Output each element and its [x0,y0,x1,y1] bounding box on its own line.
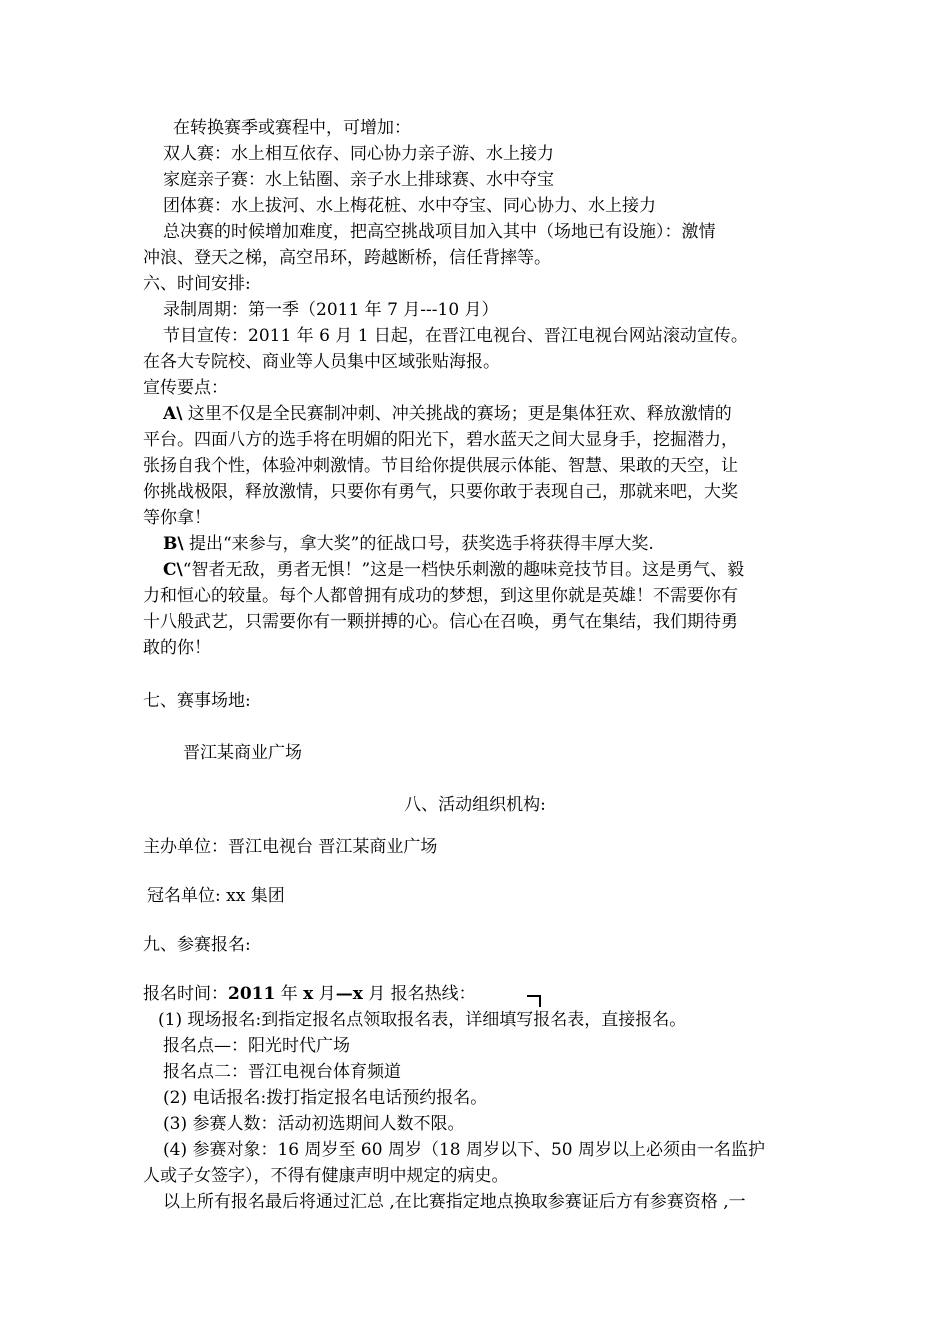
text-line: 以上所有报名最后将通过汇总 ,在比赛指定地点换取参赛证后方有参赛资格 ,一 [163,1192,746,1212]
point-c [163,557,744,583]
text-line: 双人赛：水上相互依存、同心协力亲子游、水上接力 [163,144,554,164]
text-line: 这里不仅是全民赛制冲刺、冲关挑战的赛场；更是集体狂欢、释放激情的 [182,404,732,424]
text-line: 张扬自我个性，体验冲刺激情。节目给你提供展示体能、智慧、果敢的天空，让 [143,456,738,476]
text-line: 录制周期：第一季（2011 年 7 月---10 月） [163,300,499,320]
section-heading: 七、赛事场地: [143,691,251,711]
text-line: 家庭亲子赛：水上钻圈、亲子水上排球赛、水中夺宝 [163,170,554,190]
subheading: 宣传要点： [143,378,228,398]
text-line: 人或子女签字），不得有健康声明中规定的病史。 [143,1166,509,1186]
text-line: 等你拿！ [143,508,211,528]
list-item: (3) 参赛人数：活动初选期间人数不限。 [163,1114,465,1134]
text-line: 提出“来参与，拿大奖”的征战口号，获奖选手将获得丰厚大奖. [183,534,654,554]
list-item: (1) 现场报名:到指定报名点领取报名表，详细填写报名表，直接报名。 [158,1010,687,1030]
list-item: (2) 电话报名:拨打指定报名电话预约报名。 [163,1088,488,1108]
list-item: (4) 参赛对象：16 周岁至 60 周岁（18 周岁以下、50 周岁以上必须由一名监护 [163,1140,766,1160]
text-line: 力和恒心的较量。每个人都曾拥有成功的梦想，到这里你就是英雄！不需要你有 [143,586,738,606]
point-a [163,401,732,427]
section-heading: 六、时间安排: [143,274,251,294]
corner-mark [527,995,541,1007]
text-line: 你挑战极限，释放激情，只要你有勇气，只要你敢于表现自己，那就来吧，大奖 [143,482,738,502]
text-line: 总决赛的时候增加难度，把高空挑战项目加入其中（场地已有设施）：激情 [163,222,716,242]
text-line: 主办单位：晋江电视台 晋江某商业广场 [143,837,438,857]
text-line: 冲浪、登天之梯，高空吊环，跨越断桥，信任背摔等。 [143,248,551,268]
text-line: 冠名单位: xx 集团 [147,886,285,906]
registration-time: 报名时间：2011 年 x 月—x 月 报名热线： [143,984,476,1004]
point-b-label: B\ [163,534,184,554]
text-line: 平台。四面八方的选手将在明媚的阳光下，碧水蓝天之间大显身手，挖掘潜力， [143,430,738,450]
text-line: 团体赛：水上拔河、水上梅花桩、水中夺宝、同心协力、水上接力 [163,196,656,216]
point-b [163,531,654,557]
text-line: 报名点二：晋江电视台体育频道 [163,1062,401,1082]
text-line: 敢的你！ [143,638,211,658]
text-line: “智者无敌，勇者无惧！”这是一档快乐刺激的趣味竞技节目。这是勇气、毅 [182,560,745,580]
text-line: 节目宣传：2011 年 6 月 1 日起，在晋江电视台、晋江电视台网站滚动宣传。 [163,326,748,346]
section-heading: 九、参赛报名: [143,935,251,955]
text-line: 十八般武艺，只需要你有一颗拼搏的心。信心在召唤，勇气在集结，我们期待勇 [143,612,738,632]
venue-text: 晋江某商业广场 [183,743,302,763]
text-line: 报名点—：阳光时代广场 [163,1036,350,1056]
point-c-label: C\ [163,560,183,580]
text-line: 在各大专院校、商业等人员集中区域张贴海报。 [143,352,500,372]
section-heading: 八、活动组织机构: [404,795,546,815]
text-line: 在转换赛季或赛程中，可增加： [173,118,411,138]
point-a-label: A\ [163,404,183,424]
